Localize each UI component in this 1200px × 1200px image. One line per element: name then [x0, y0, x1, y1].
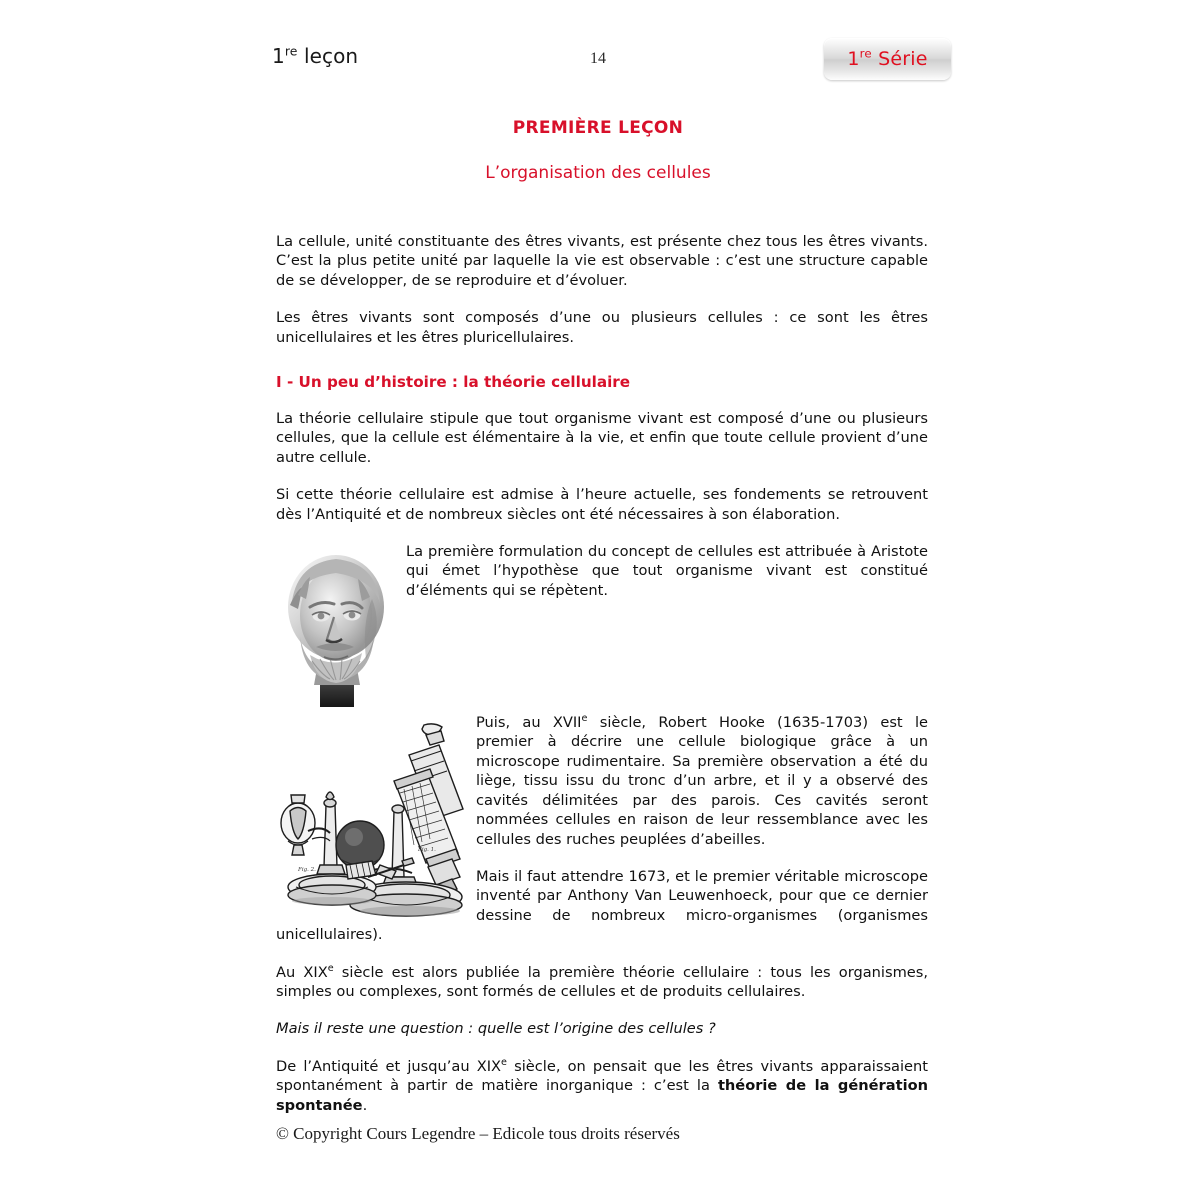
series-badge-label: [847, 48, 927, 70]
lesson-subtitle: L’organisation des cellules: [485, 163, 711, 183]
paragraph-sg-part-b: siècle, on pensait que les êtres vivants apparaissaient spontanément à partir de matière inorganique : c’est la: [276, 1057, 928, 1095]
century-ordinal-xix-2: e: [501, 1056, 507, 1068]
paragraph-sg-part-c: .: [362, 1096, 368, 1114]
series-badge-word: Série: [871, 48, 928, 70]
header-lesson-word: leçon: [297, 44, 359, 68]
page-number: 14: [590, 50, 606, 67]
page-header: [272, 38, 928, 86]
paragraph-xix-part-a: Au XIX: [276, 963, 328, 981]
lesson-title: PREMIÈRE LEÇON: [512, 118, 684, 138]
section-heading-history: I - Un peu d’histoire : la théorie cellulaire: [276, 373, 631, 392]
paragraph-spontaneous-generation: [276, 1057, 928, 1115]
term-spontaneous-generation: théorie de la génération spontanée: [276, 1077, 928, 1114]
century-ordinal-xix-1: e: [327, 962, 334, 974]
series-badge[interactable]: [824, 38, 951, 80]
header-lesson-number: 1: [272, 44, 285, 68]
paragraph-leeuwenhoek: Mais il faut attendre 1673, et le premier véritable microscope inventé par Anthony Van Leuwenhoeck, pour que ce dernier dessine de nombreux micro-organismes (organismes unicellulaires).: [276, 867, 928, 944]
header-lesson-ordinal-suffix: re: [284, 43, 298, 59]
paragraph-sg-part-a: De l’Antiquité et jusqu’au XIX: [276, 1057, 502, 1075]
paragraph-hooke-part-a: Puis, au XVII: [476, 714, 582, 732]
paragraph-xix-part-b: siècle est alors publiée la première théorie cellulaire : tous les organismes, simples ou complexes, sont formés de cellules et de produits cellulaires.: [276, 963, 929, 1000]
svg-text:Fig. 1.: Fig. 1.: [418, 847, 436, 854]
series-badge-number: 1: [847, 48, 860, 70]
paragraph-hooke-part-b: siècle, Robert Hooke (1635-1703) est le premier à décrire une cellule biologique grâce à un microscope rudimentaire. Sa première observation a été du liège, tissu issu du tronc d’un arbre, et il y a observé des cavités délimitées par des parois. Ces cavités seront nommées cellules en raison de leur ressemblance avec les cellules des ruches peuplées d’abeilles.: [476, 714, 928, 848]
svg-text:Fig. 2.: Fig. 2.: [298, 867, 316, 874]
paragraph-xix-century: [276, 963, 928, 1002]
century-ordinal-xvii: e: [581, 713, 588, 725]
paragraph-cell-theory: La théorie cellulaire stipule que tout organisme vivant est composé d’une ou plusieurs cellules, que la cellule est élémentaire à la vie, et enfin que toute cellule provient d’une autre cellule.: [276, 410, 928, 466]
paragraph-intro-2: Les êtres vivants sont composés d’une ou plusieurs cellules : ce sont les êtres unicellulaires et les êtres pluricellulaires.: [276, 309, 928, 346]
paragraph-intro-1: La cellule, unité constituante des êtres vivants, est présente chez tous les êtres vivants. C’est la plus petite unité par laquelle la vie est observable : c’est une structure capable de se développer, de se reproduire et d’évoluer.: [276, 233, 928, 289]
footer-copyright: © Copyright Cours Legendre – Edicole tous droits réservés: [276, 1124, 680, 1143]
aristotle-bust-image: [276, 545, 396, 707]
paragraph-antiquity: Si cette théorie cellulaire est admise à l’heure actuelle, ses fondements se retrouvent dès l’Antiquité et de nombreux siècles ont été nécessaires à son élaboration.: [276, 486, 928, 523]
series-badge-ordinal-suffix: re: [859, 46, 872, 61]
paragraph-aristotle: La première formulation du concept de cellules est attribuée à Aristote qui émet l’hypothèse que tout organisme vivant est constitué d’éléments qui se répètent.: [406, 543, 928, 599]
paragraph-question: Mais il reste une question : quelle est l’origine des cellules ?: [276, 1020, 716, 1038]
lesson-body: [276, 232, 928, 1115]
hooke-microscope-image: [276, 719, 472, 919]
